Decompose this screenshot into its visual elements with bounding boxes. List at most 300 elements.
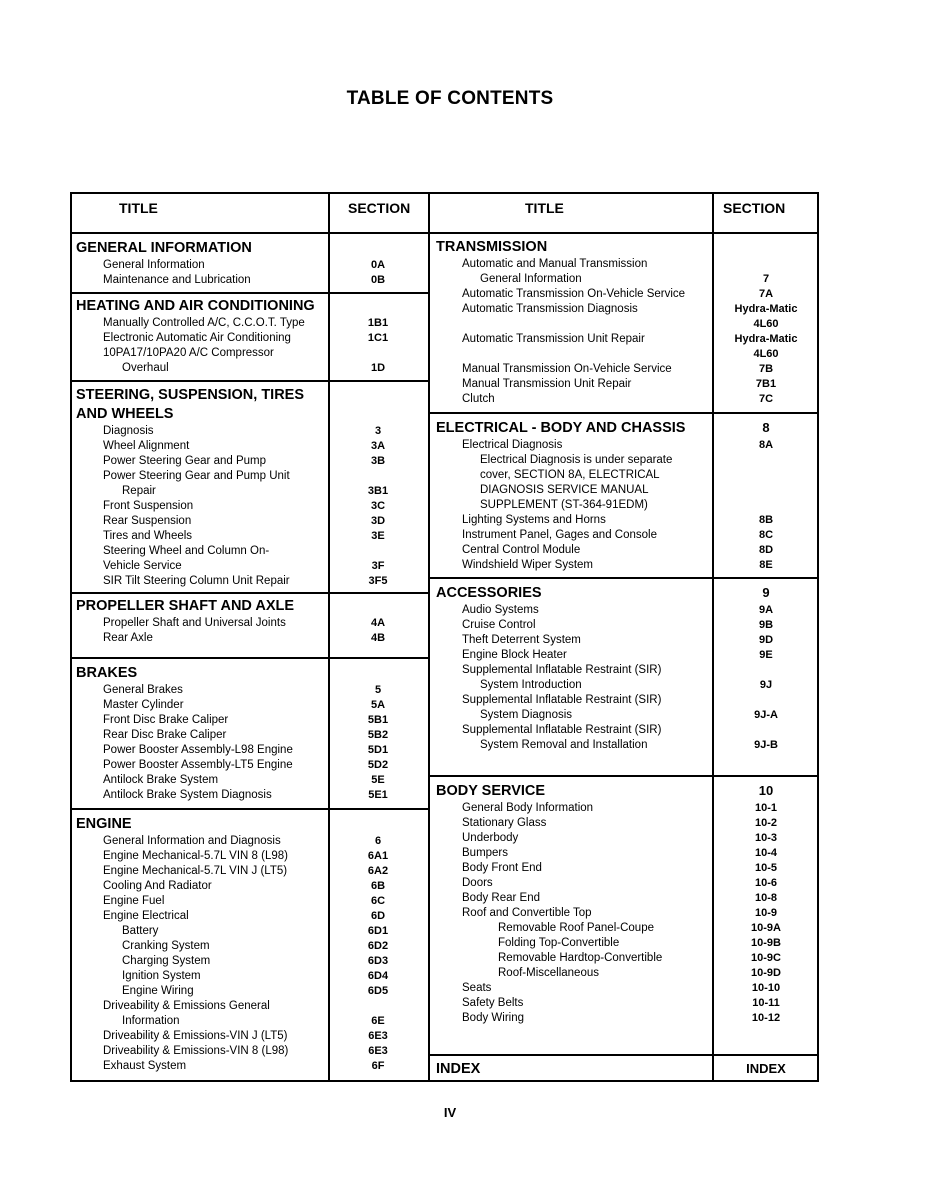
section-heading-text: ENGINE	[76, 816, 132, 832]
entry-section-code: 6B	[370, 880, 386, 892]
toc-entry	[436, 272, 811, 287]
section-heading-code: 9	[762, 585, 770, 600]
toc-entry	[76, 1059, 451, 1074]
entry-title: Ignition System	[122, 970, 201, 982]
entry-section-code: 6E3	[368, 1045, 388, 1057]
entry-section-code: 6A1	[367, 850, 389, 862]
toc-entry	[76, 439, 451, 454]
section-heading-line2: AND WHEELS	[76, 406, 174, 422]
section-heading	[436, 238, 811, 256]
entry-section-code: 5E1	[368, 789, 388, 801]
section-rule	[70, 592, 430, 594]
toc-entry	[436, 603, 811, 618]
toc-entry	[436, 528, 811, 543]
entry-title: SUPPLEMENT (ST-364-91EDM)	[480, 499, 648, 511]
entry-section-code: 10-1	[754, 802, 778, 814]
entry-section-code: 5D1	[367, 744, 389, 756]
toc-entry	[436, 633, 811, 648]
toc-entry	[76, 616, 451, 631]
toc-entry	[436, 558, 811, 573]
entry-section-code: 10-8	[754, 892, 778, 904]
toc-entry	[76, 879, 451, 894]
toc-entry	[436, 377, 811, 392]
entry-section-code: 3B1	[367, 485, 389, 497]
toc-entry	[436, 936, 811, 951]
entry-section-code: 10-9A	[751, 922, 781, 934]
section-rule	[428, 775, 819, 777]
entry-title: Antilock Brake System	[103, 774, 219, 786]
toc-entry	[76, 499, 451, 514]
entry-section-code: 7A	[758, 288, 774, 300]
toc-entry	[436, 906, 811, 921]
entry-section-code: 5D2	[367, 759, 389, 771]
toc-entry	[76, 631, 451, 646]
toc-entry	[76, 316, 451, 331]
entry-section-code: 10-5	[754, 862, 778, 874]
entry-section-code: 3C	[370, 500, 386, 512]
entry-section-code: 3A	[370, 440, 386, 452]
entry-section-code: 6C	[370, 895, 386, 907]
page-number: IV	[443, 1105, 457, 1120]
toc-entry	[76, 273, 451, 288]
section-heading-text: ACCESSORIES	[436, 585, 542, 601]
entry-section-code: 3B	[370, 455, 386, 467]
entry-section-code: 3F	[371, 560, 385, 572]
entry-section-code: 6D4	[367, 970, 389, 982]
entry-title: Maintenance and Lubrication	[103, 274, 251, 286]
entry-title: Propeller Shaft and Universal Joints	[103, 617, 286, 629]
section-heading-text: BRAKES	[76, 665, 138, 681]
entry-title: Safety Belts	[462, 997, 524, 1009]
toc-section	[76, 386, 451, 589]
entry-title: Diagnosis	[103, 425, 154, 437]
toc-entry	[76, 909, 451, 924]
section-heading	[76, 597, 451, 615]
entry-section-code: 3E	[371, 530, 385, 542]
entry-title: Master Cylinder	[103, 699, 184, 711]
entry-section-code: 9B	[758, 619, 774, 631]
toc-entry	[436, 831, 811, 846]
entry-section-code: 1B1	[367, 317, 389, 329]
entry-section-code: 0B	[370, 274, 386, 286]
entry-title: Lighting Systems and Horns	[462, 514, 606, 526]
section-heading	[76, 815, 451, 833]
entry-title: Overhaul	[122, 362, 169, 374]
right-section-header: SECTION	[723, 200, 786, 216]
entry-section-code: 9A	[758, 604, 774, 616]
entry-section-code: 10-9B	[751, 937, 781, 949]
toc-entry	[436, 891, 811, 906]
entry-section-code: 8E	[759, 559, 773, 571]
entry-section-code: 1C1	[367, 332, 389, 344]
entry-title: Engine Block Heater	[462, 649, 567, 661]
toc-entry	[76, 728, 451, 743]
entry-title: Electrical Diagnosis	[462, 439, 563, 451]
entry-title: Clutch	[462, 393, 495, 405]
entry-section-code: 10-9C	[751, 952, 781, 964]
section-rule	[70, 657, 430, 659]
section-heading	[436, 1060, 811, 1078]
entry-section-code: 9D	[758, 634, 774, 646]
section-heading	[76, 386, 451, 404]
entry-section-code: 7B	[758, 363, 774, 375]
toc-entry	[436, 981, 811, 996]
entry-section-code: 6A2	[367, 865, 389, 877]
entry-section-code: 7C	[758, 393, 774, 405]
entry-section-code: 6	[374, 835, 382, 847]
entry-title: Charging System	[122, 955, 211, 967]
toc-entry	[76, 758, 451, 773]
toc-entry	[436, 678, 811, 693]
entry-section-code: 7B1	[755, 378, 777, 390]
entry-section-code: 6D3	[367, 955, 389, 967]
toc-entry	[76, 773, 451, 788]
entry-title: Cruise Control	[462, 619, 536, 631]
section-heading-text: GENERAL INFORMATION	[76, 240, 252, 256]
toc-section	[436, 782, 811, 1026]
entry-section-code: 10-11	[752, 997, 780, 1009]
toc-entry	[436, 816, 811, 831]
entry-section-code: 8D	[758, 544, 774, 556]
entry-title: Automatic Transmission On-Vehicle Service	[462, 288, 686, 300]
section-heading	[436, 584, 811, 602]
entry-section-code: 10-10	[751, 982, 781, 994]
section-heading-text: HEATING AND AIR CONDITIONING	[76, 298, 315, 314]
entry-title: Automatic and Manual Transmission	[462, 258, 648, 270]
toc-entry	[436, 332, 811, 347]
entry-title: Doors	[462, 877, 493, 889]
entry-section-code: 10-2	[754, 817, 778, 829]
entry-title: cover, SECTION 8A, ELECTRICAL	[480, 469, 660, 481]
toc-entry	[436, 738, 811, 753]
entry-title: Rear Suspension	[103, 515, 192, 527]
section-heading-text: ELECTRICAL - BODY AND CHASSIS	[436, 420, 686, 436]
entry-title: Manually Controlled A/C, C.C.O.T. Type	[103, 317, 305, 329]
entry-title: Exhaust System	[103, 1060, 187, 1072]
entry-title: Driveability & Emissions General	[103, 1000, 270, 1012]
entry-section-code: 4A	[370, 617, 386, 629]
entry-title: Engine Mechanical-5.7L VIN J (LT5)	[103, 865, 288, 877]
toc-entry	[76, 454, 451, 469]
right-title-header: TITLE	[525, 200, 564, 216]
entry-title: General Information	[480, 273, 582, 285]
toc-entry	[76, 849, 451, 864]
entry-title: Antilock Brake System Diagnosis	[103, 789, 272, 801]
toc-entry	[76, 1029, 451, 1044]
entry-title: Body Rear End	[462, 892, 540, 904]
toc-entry	[76, 1014, 451, 1029]
section-rule	[428, 577, 819, 579]
entry-title: Repair	[122, 485, 156, 497]
toc-entry	[436, 708, 811, 723]
entry-title: Engine Wiring	[122, 985, 194, 997]
toc-section	[76, 664, 451, 803]
entry-title: Front Disc Brake Caliper	[103, 714, 229, 726]
entry-section-code: 10-9	[754, 907, 778, 919]
entry-section-code: Hydra-Matic	[734, 303, 798, 315]
section-heading-text: BODY SERVICE	[436, 783, 546, 799]
toc-entry	[436, 302, 811, 317]
entry-section-code: 6F	[371, 1060, 385, 1072]
entry-section-code: 9J	[759, 679, 773, 691]
entry-section-code: 8A	[758, 439, 774, 451]
page-title: TABLE OF CONTENTS	[346, 88, 554, 109]
toc-entry	[76, 743, 451, 758]
entry-section-code: 10-3	[754, 832, 778, 844]
section-rule	[428, 412, 819, 414]
entry-section-code: 5B2	[367, 729, 389, 741]
section-rule	[70, 292, 430, 294]
toc-entry	[76, 999, 451, 1014]
entry-title: Driveability & Emissions-VIN J (LT5)	[103, 1030, 288, 1042]
toc-section	[76, 815, 451, 1074]
toc-entry	[76, 361, 451, 376]
section-heading-text: TRANSMISSION	[436, 239, 548, 255]
header-rule	[70, 232, 819, 234]
toc-entry	[436, 468, 811, 483]
section-rule	[70, 380, 430, 382]
toc-entry	[436, 498, 811, 513]
entry-section-code: 8B	[758, 514, 774, 526]
entry-title: Underbody	[462, 832, 519, 844]
entry-title: Folding Top-Convertible	[498, 937, 620, 949]
left-section-header: SECTION	[348, 200, 411, 216]
entry-title: Automatic Transmission Unit Repair	[462, 333, 645, 345]
entry-title: Information	[122, 1015, 180, 1027]
toc-entry	[436, 876, 811, 891]
entry-title: Power Booster Assembly-LT5 Engine	[103, 759, 293, 771]
entry-section-code: 10-4	[754, 847, 778, 859]
toc-entry	[76, 559, 451, 574]
entry-section-code: 4L60	[753, 348, 779, 360]
entry-title: Vehicle Service	[103, 560, 182, 572]
toc-entry	[436, 347, 811, 362]
toc-entry	[76, 864, 451, 879]
toc-entry	[76, 424, 451, 439]
toc-entry	[436, 846, 811, 861]
entry-section-code: 3F5	[368, 575, 388, 587]
toc-entry	[436, 648, 811, 663]
section-heading-code: INDEX	[746, 1061, 786, 1076]
entry-section-code: 4L60	[753, 318, 779, 330]
toc-entry	[76, 544, 451, 559]
toc-entry	[436, 951, 811, 966]
entry-title: Engine Fuel	[103, 895, 165, 907]
entry-title: System Introduction	[480, 679, 582, 691]
entry-title: Bumpers	[462, 847, 509, 859]
entry-title: Body Front End	[462, 862, 542, 874]
entry-title: General Body Information	[462, 802, 594, 814]
toc-entry	[76, 894, 451, 909]
entry-title: System Diagnosis	[480, 709, 573, 721]
entry-title: Body Wiring	[462, 1012, 524, 1024]
entry-title: Windshield Wiper System	[462, 559, 594, 571]
entry-section-code: 5A	[370, 699, 386, 711]
entry-title: Theft Deterrent System	[462, 634, 581, 646]
entry-title: General Brakes	[103, 684, 183, 696]
toc-entry	[436, 663, 811, 678]
toc-entry	[436, 438, 811, 453]
entry-section-code: 6D	[370, 910, 386, 922]
entry-section-code: 6D2	[367, 940, 389, 952]
entry-title: Cranking System	[122, 940, 210, 952]
toc-entry	[76, 924, 451, 939]
toc-section	[436, 419, 811, 573]
toc-entry	[76, 834, 451, 849]
toc-section	[76, 297, 451, 376]
toc-entry	[76, 713, 451, 728]
entry-title: Supplemental Inflatable Restraint (SIR)	[462, 664, 662, 676]
entry-section-code: 6E3	[368, 1030, 388, 1042]
toc-entry	[76, 954, 451, 969]
toc-entry	[76, 939, 451, 954]
entry-title: Steering Wheel and Column On-	[103, 545, 270, 557]
toc-entry	[436, 723, 811, 738]
toc-entry	[436, 317, 811, 332]
entry-section-code: 8C	[758, 529, 774, 541]
entry-title: Removable Hardtop-Convertible	[498, 952, 663, 964]
entry-title: Automatic Transmission Diagnosis	[462, 303, 638, 315]
toc-entry	[436, 801, 811, 816]
entry-title: Removable Roof Panel-Coupe	[498, 922, 654, 934]
entry-title: General Information and Diagnosis	[103, 835, 281, 847]
toc-entry	[76, 529, 451, 544]
toc-entry	[76, 574, 451, 589]
toc-section	[436, 584, 811, 753]
entry-title: General Information	[103, 259, 205, 271]
entry-section-code: 7	[762, 273, 770, 285]
entry-title: Seats	[462, 982, 492, 994]
entry-title: Wheel Alignment	[103, 440, 190, 452]
entry-title: Audio Systems	[462, 604, 539, 616]
entry-section-code: 6D5	[367, 985, 389, 997]
entry-section-code: 3	[374, 425, 382, 437]
toc-entry	[76, 683, 451, 698]
entry-section-code: 10-9D	[751, 967, 781, 979]
entry-title: Supplemental Inflatable Restraint (SIR)	[462, 694, 662, 706]
entry-section-code: 10-12	[751, 1012, 781, 1024]
entry-title: SIR Tilt Steering Column Unit Repair	[103, 575, 290, 587]
entry-section-code: Hydra-Matic	[734, 333, 798, 345]
toc-entry	[76, 698, 451, 713]
section-heading	[76, 297, 451, 315]
entry-title: Battery	[122, 925, 159, 937]
entry-section-code: 1D	[370, 362, 386, 374]
entry-section-code: 5B1	[367, 714, 389, 726]
entry-title: DIAGNOSIS SERVICE MANUAL	[480, 484, 649, 496]
toc-entry	[76, 469, 451, 484]
entry-title: Central Control Module	[462, 544, 581, 556]
toc-entry	[436, 543, 811, 558]
toc-section	[76, 597, 451, 646]
entry-section-code: 3D	[370, 515, 386, 527]
section-heading	[76, 239, 451, 257]
entry-title: Instrument Panel, Gages and Console	[462, 529, 657, 541]
section-heading	[76, 664, 451, 682]
toc-entry	[436, 483, 811, 498]
entry-title: Engine Electrical	[103, 910, 189, 922]
entry-title: Rear Axle	[103, 632, 153, 644]
entry-section-code: 0A	[370, 259, 386, 271]
section-heading-text: INDEX	[436, 1061, 481, 1077]
entry-section-code: 9E	[759, 649, 773, 661]
toc-entry	[436, 513, 811, 528]
entry-title: Tires and Wheels	[103, 530, 193, 542]
toc-entry	[436, 996, 811, 1011]
section-rule	[70, 808, 430, 810]
entry-title: Power Steering Gear and Pump Unit	[103, 470, 290, 482]
entry-title: Driveability & Emissions-VIN 8 (L98)	[103, 1045, 289, 1057]
toc-entry	[436, 287, 811, 302]
toc-entry	[76, 984, 451, 999]
toc-entry	[76, 514, 451, 529]
entry-title: Roof-Miscellaneous	[498, 967, 599, 979]
toc-entry	[76, 346, 451, 361]
entry-title: Rear Disc Brake Caliper	[103, 729, 227, 741]
toc-entry	[76, 484, 451, 499]
entry-title: Cooling And Radiator	[103, 880, 212, 892]
entry-section-code: 5E	[371, 774, 385, 786]
entry-section-code: 6D1	[367, 925, 389, 937]
section-heading-code: 10	[758, 783, 774, 798]
entry-section-code: 9J-B	[754, 739, 778, 751]
entry-title: Roof and Convertible Top	[462, 907, 592, 919]
entry-title: Power Steering Gear and Pump	[103, 455, 267, 467]
toc-entry	[436, 966, 811, 981]
entry-title: Supplemental Inflatable Restraint (SIR)	[462, 724, 662, 736]
toc-entry	[76, 969, 451, 984]
entry-title: Manual Transmission On-Vehicle Service	[462, 363, 672, 375]
section-heading-text: PROPELLER SHAFT AND AXLE	[76, 598, 295, 614]
entry-title: Front Suspension	[103, 500, 194, 512]
entry-section-code: 10-6	[754, 877, 778, 889]
toc-entry	[436, 362, 811, 377]
section-heading	[436, 419, 811, 437]
left-title-header: TITLE	[119, 200, 158, 216]
toc-entry	[436, 861, 811, 876]
toc-entry	[436, 1011, 811, 1026]
toc-entry	[436, 618, 811, 633]
entry-title: Power Booster Assembly-L98 Engine	[103, 744, 293, 756]
toc-entry	[76, 1044, 451, 1059]
entry-title: 10PA17/10PA20 A/C Compressor	[103, 347, 274, 359]
toc-entry	[76, 788, 451, 803]
toc-entry	[436, 453, 811, 468]
entry-section-code: 9J-A	[754, 709, 778, 721]
toc-entry	[76, 331, 451, 346]
section-rule	[428, 1054, 819, 1056]
toc-section	[76, 239, 451, 288]
entry-title: System Removal and Installation	[480, 739, 648, 751]
toc-section	[436, 1060, 811, 1079]
section-heading-code: 8	[762, 420, 770, 435]
entry-section-code: 6E	[371, 1015, 385, 1027]
toc-entry	[436, 392, 811, 407]
entry-section-code: 5	[374, 684, 382, 696]
entry-title: Electronic Automatic Air Conditioning	[103, 332, 291, 344]
section-heading-text: STEERING, SUSPENSION, TIRES	[76, 387, 305, 403]
entry-title: Electrical Diagnosis is under separate	[480, 454, 673, 466]
entry-title: Stationary Glass	[462, 817, 547, 829]
entry-section-code: 4B	[370, 632, 386, 644]
toc-entry	[436, 693, 811, 708]
toc-entry	[76, 258, 451, 273]
toc-entry	[436, 921, 811, 936]
entry-title: Engine Mechanical-5.7L VIN 8 (L98)	[103, 850, 288, 862]
toc-entry	[436, 257, 811, 272]
entry-title: Manual Transmission Unit Repair	[462, 378, 632, 390]
toc-section	[436, 238, 811, 407]
